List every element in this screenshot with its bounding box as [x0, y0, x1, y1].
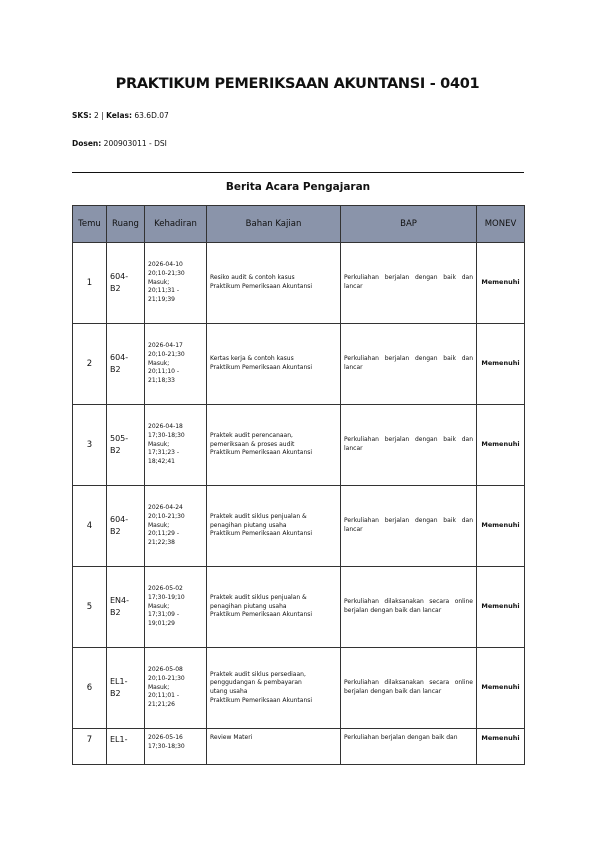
bahan-line: Praktikum Pemeriksaan Akuntansi	[210, 611, 313, 619]
sks-label: SKS:	[72, 111, 92, 120]
cell-monev: Memenuhi	[477, 243, 525, 324]
bahan-line: Praktek audit perencanaan,	[210, 431, 293, 439]
kehadiran-line: Masuk;	[148, 440, 170, 448]
kehadiran-line: 17;30-18;30	[148, 431, 185, 439]
bahan-line: Praktikum Pemeriksaan Akuntansi	[210, 449, 313, 457]
col-header-temu: Temu	[73, 206, 107, 243]
cell-kehadiran	[145, 648, 207, 729]
kehadiran-line: 2026-04-18	[148, 423, 183, 431]
cell-ruang	[107, 324, 145, 405]
bahan-line: penggudangan & pembayaran	[210, 679, 302, 687]
table-row	[73, 486, 525, 567]
cell-bahan-kajian	[207, 243, 341, 324]
kehadiran-line: Masuk;	[148, 359, 170, 367]
sks-kelas-line	[72, 111, 169, 120]
cell-bap: Perkuliahan dilaksanakan secara online berjalan dengan baik dan lancar	[341, 567, 477, 648]
kehadiran-line: 2026-04-17	[148, 342, 183, 350]
kehadiran-line: 17;31;23 -	[148, 449, 180, 457]
cell-monev: Memenuhi	[477, 486, 525, 567]
bahan-line: Kertas kerja & contoh kasus	[210, 355, 294, 363]
kehadiran-line: 18;42;41	[148, 458, 175, 466]
separator: |	[101, 111, 104, 120]
ruang-line: B2	[110, 446, 121, 455]
kehadiran-line: 2026-05-02	[148, 585, 183, 593]
dosen-label: Dosen:	[72, 139, 102, 148]
berita-acara-table	[72, 205, 525, 765]
ruang-line: B2	[110, 689, 121, 698]
cell-bap: Perkuliahan berjalan dengan baik dan lancar	[341, 486, 477, 567]
bahan-line: utang usaha	[210, 688, 248, 695]
cell-monev: Memenuhi	[477, 648, 525, 729]
table-row	[73, 405, 525, 486]
kehadiran-line: 20;10-21;30	[148, 269, 185, 277]
kehadiran-line: 20;10-21;30	[148, 350, 185, 358]
col-header-bap: BAP	[341, 206, 477, 243]
ruang-line: B2	[110, 527, 121, 536]
cell-bap: Perkuliahan berjalan dengan baik dan lancar	[341, 405, 477, 486]
ruang-line: EL1-	[110, 677, 128, 686]
ruang-line: EL1-	[110, 735, 128, 744]
cell-bap: Perkuliahan dilaksanakan secara online berjalan dengan baik dan lancar	[341, 648, 477, 729]
kehadiran-line: 17;30-18;30	[148, 742, 185, 750]
col-header-ruang: Ruang	[107, 206, 145, 243]
cell-bahan-kajian	[207, 729, 341, 765]
kehadiran-line: 21;21;26	[148, 701, 175, 709]
cell-kehadiran	[145, 567, 207, 648]
cell-bap: Perkuliahan berjalan dengan baik dan lancar	[341, 324, 477, 405]
table-row	[73, 243, 525, 324]
cell-ruang	[107, 648, 145, 729]
dosen-line	[72, 139, 167, 148]
cell-kehadiran	[145, 243, 207, 324]
cell-kehadiran	[145, 405, 207, 486]
page-title: PRAKTIKUM PEMERIKSAAN AKUNTANSI - 0401	[115, 76, 480, 92]
kehadiran-line: 2026-05-08	[148, 666, 183, 674]
cell-temu: 5	[73, 567, 107, 648]
sks-value: 2	[94, 111, 99, 120]
cell-monev: Memenuhi	[477, 324, 525, 405]
kehadiran-line: 20;11;10 -	[148, 368, 180, 376]
bahan-line: pemeriksaan & proses audit	[210, 440, 295, 448]
cell-monev: Memenuhi	[477, 567, 525, 648]
table-header-row	[73, 206, 525, 243]
col-header-kehadiran: Kehadiran	[145, 206, 207, 243]
cell-monev: Memenuhi	[477, 405, 525, 486]
cell-temu: 3	[73, 405, 107, 486]
kehadiran-line: 20;11;31 -	[148, 287, 180, 295]
cell-bahan-kajian	[207, 405, 341, 486]
ruang-line: 604-	[110, 272, 129, 281]
ruang-line: 604-	[110, 515, 129, 524]
cell-ruang	[107, 567, 145, 648]
kehadiran-line: Masuk;	[148, 602, 170, 610]
kelas-value: 63.6D.07	[134, 111, 169, 120]
bahan-line: Praktek audit siklus penjualan &	[210, 512, 307, 520]
bahan-line: Praktikum Pemeriksaan Akuntansi	[210, 696, 313, 704]
kehadiran-line: 20;10-21;30	[148, 674, 185, 682]
table-row	[73, 324, 525, 405]
col-header-bahan-kajian: Bahan Kajian	[207, 206, 341, 243]
kehadiran-line: Masuk;	[148, 521, 170, 529]
ruang-line: B2	[110, 608, 121, 617]
bahan-line: Praktikum Pemeriksaan Akuntansi	[210, 364, 313, 371]
table-row	[73, 567, 525, 648]
kehadiran-line: 20;11;29 -	[148, 530, 180, 538]
bahan-line: penagihan piutang usaha	[210, 521, 287, 529]
cell-monev: Memenuhi	[477, 729, 525, 765]
ruang-line: 505-	[110, 434, 129, 443]
kehadiran-line: 2026-04-24	[148, 504, 183, 512]
cell-bahan-kajian	[207, 567, 341, 648]
kehadiran-line: 2026-04-10	[148, 261, 183, 269]
kehadiran-line: 17;30-19;10	[148, 593, 185, 601]
cell-bahan-kajian	[207, 324, 341, 405]
table-row	[73, 648, 525, 729]
bahan-line: Review Materi	[210, 734, 253, 741]
kehadiran-line: 21;18;33	[148, 377, 175, 385]
kehadiran-line: Masuk;	[148, 683, 170, 691]
cell-bahan-kajian	[207, 648, 341, 729]
cell-ruang	[107, 729, 145, 765]
cell-ruang	[107, 405, 145, 486]
cell-ruang	[107, 243, 145, 324]
cell-kehadiran	[145, 324, 207, 405]
kelas-label: Kelas:	[106, 111, 132, 120]
col-header-monev: MONEV	[477, 206, 525, 243]
kehadiran-line: 21;22;38	[148, 539, 175, 547]
kehadiran-line: 2026-05-16	[148, 734, 183, 741]
kehadiran-line: Masuk;	[148, 278, 170, 286]
kehadiran-line: 21;19;39	[148, 296, 175, 304]
section-title: Berita Acara Pengajaran	[225, 181, 371, 193]
cell-ruang	[107, 486, 145, 567]
cell-temu: 4	[73, 486, 107, 567]
cell-bahan-kajian	[207, 486, 341, 567]
table-row	[73, 729, 525, 765]
cell-kehadiran	[145, 486, 207, 567]
bahan-line: Praktikum Pemeriksaan Akuntansi	[210, 283, 313, 290]
cell-temu: 7	[73, 729, 107, 765]
cell-bap: Perkuliahan berjalan dengan baik dan lancar	[341, 243, 477, 324]
kehadiran-line: 20;10-21;30	[148, 512, 185, 520]
ruang-line: EN4-	[110, 596, 130, 605]
dosen-value: 200903011 - DSI	[103, 139, 167, 148]
bahan-line: Praktek audit siklus persediaan,	[210, 670, 306, 678]
cell-temu: 6	[73, 648, 107, 729]
cell-temu: 2	[73, 324, 107, 405]
ruang-line: 604-	[110, 353, 129, 362]
bahan-line: Praktikum Pemeriksaan Akuntansi	[210, 530, 313, 538]
ruang-line: B2	[110, 365, 121, 374]
kehadiran-line: 17;31;09 -	[148, 611, 180, 619]
divider	[72, 172, 524, 173]
cell-kehadiran	[145, 729, 207, 765]
cell-temu: 1	[73, 243, 107, 324]
ruang-line: B2	[110, 284, 121, 293]
kehadiran-line: 20;11;01 -	[148, 692, 180, 700]
bahan-line: penagihan piutang usaha	[210, 602, 287, 610]
kehadiran-line: 19;01;29	[148, 620, 175, 628]
bahan-line: Praktek audit siklus penjualan &	[210, 593, 307, 601]
bahan-line: Resiko audit & contoh kasus	[210, 274, 295, 282]
cell-bap: Perkuliahan berjalan dengan baik dan	[341, 729, 477, 765]
